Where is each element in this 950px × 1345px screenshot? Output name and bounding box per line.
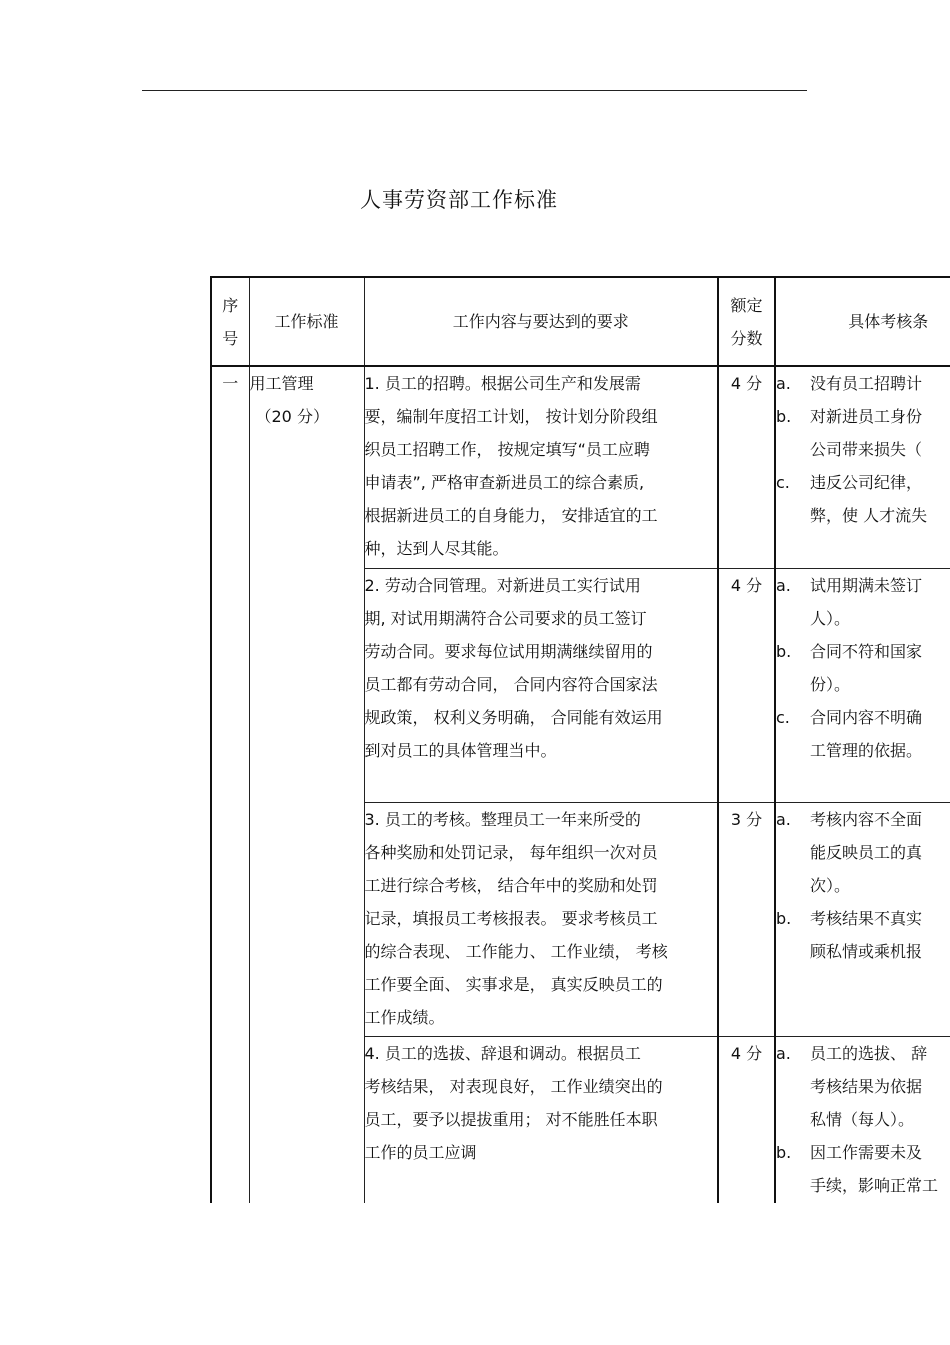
criteria-text: 考核结果不真实	[810, 908, 923, 928]
section-standard	[249, 366, 364, 1203]
criteria-text: 弊，使 人才流失	[810, 506, 928, 525]
requirement-line: 2. 劳动合同管理。对新进员工实行试用	[364, 575, 641, 595]
table-row	[211, 366, 950, 568]
criteria-text: 因工作需要未及	[810, 1142, 923, 1162]
score-cell: 4 分	[718, 568, 775, 802]
requirement-line: 员工，要予以提拔重用； 对不能胜任本职	[364, 1109, 658, 1129]
criteria-text: 公司带来损失（	[810, 440, 923, 459]
requirement-line: 规政策， 权利义务明确， 合同能有效运用	[364, 707, 663, 727]
requirement-line: 工作成绩。	[364, 1007, 445, 1027]
table-header-row	[211, 277, 950, 366]
criteria-cell	[775, 366, 950, 568]
criteria-text: 工管理的依据。	[810, 740, 923, 760]
requirement-cell	[364, 802, 718, 1036]
criteria-item	[776, 803, 950, 836]
header-criteria: 具体考核条	[775, 277, 950, 366]
requirement-line: 劳动合同。要求每位试用期满继续留用的	[364, 641, 653, 661]
header-score-line: 分数	[730, 328, 763, 348]
requirement-cell	[364, 568, 718, 802]
criteria-marker: a.	[776, 575, 791, 595]
criteria-marker: b.	[776, 908, 792, 928]
requirement-line: 的综合表现、 工作能力、 工作业绩， 考核	[364, 941, 668, 961]
requirement-line: 4. 员工的选拔、辞退和调动。根据员工	[364, 1043, 641, 1063]
requirement-line: 要，编制年度招工计划， 按计划分阶段组	[364, 407, 658, 426]
criteria-marker: c.	[776, 473, 790, 492]
criteria-marker: a.	[776, 374, 791, 393]
standards-table-viewport	[210, 276, 950, 1203]
requirement-line: 申请表”, 严格审查新进员工的综合素质,	[364, 473, 645, 492]
score-cell: 3 分	[718, 802, 775, 1036]
criteria-marker: b.	[776, 1142, 792, 1162]
standard-name: 用工管理	[249, 374, 314, 393]
document-title: 人事劳资部工作标准	[360, 188, 558, 212]
requirement-line: 织员工招聘工作， 按规定填写“员工应聘	[364, 440, 650, 459]
requirement-line: 工作要全面、 实事求是， 真实反映员工的	[364, 974, 663, 994]
criteria-text: 没有员工招聘计	[810, 374, 923, 393]
criteria-text: 合同内容不明确	[810, 707, 923, 727]
header-score	[718, 277, 775, 366]
requirement-line: 工作的员工应调	[364, 1142, 477, 1162]
requirement-cell	[364, 366, 718, 568]
criteria-item	[776, 466, 950, 499]
criteria-text: 员工的选拔、 辞	[810, 1043, 928, 1063]
header-rule	[142, 90, 807, 91]
standards-table	[210, 276, 950, 1203]
criteria-text: 考核内容不全面	[810, 809, 923, 829]
requirement-line: 考核结果， 对表现良好， 工作业绩突出的	[364, 1076, 663, 1096]
header-seq-line: 序	[222, 295, 239, 315]
standard-points: （20 分）	[255, 407, 329, 426]
criteria-item	[776, 635, 950, 668]
criteria-text: 人）。	[810, 608, 851, 628]
criteria-item	[776, 569, 950, 602]
requirement-line: 期, 对试用期满符合公司要求的员工签订	[364, 608, 647, 628]
criteria-item	[776, 902, 950, 935]
criteria-text: 次）。	[810, 875, 851, 895]
criteria-cell	[775, 802, 950, 1036]
requirement-line: 到对员工的具体管理当中。	[364, 740, 557, 760]
requirement-line: 根据新进员工的自身能力， 安排适宜的工	[364, 506, 658, 525]
header-standard: 工作标准	[249, 277, 364, 366]
criteria-text: 顾私情或乘机报	[810, 941, 923, 961]
section-seq: 一	[211, 366, 249, 1203]
score-cell: 4 分	[718, 1036, 775, 1203]
criteria-item	[776, 1037, 950, 1070]
criteria-marker: a.	[776, 809, 791, 829]
criteria-text: 能反映员工的真	[810, 842, 923, 862]
requirement-line: 各种奖励和处罚记录， 每年组织一次对员	[364, 842, 658, 862]
criteria-item	[776, 1136, 950, 1169]
criteria-text: 违反公司纪律，	[810, 473, 923, 492]
criteria-text: 对新进员工身份	[810, 407, 923, 426]
requirement-line: 3. 员工的考核。整理员工一年来所受的	[364, 809, 641, 829]
criteria-item	[776, 367, 950, 400]
criteria-marker: b.	[776, 641, 792, 661]
criteria-text: 考核结果为依据	[810, 1076, 923, 1096]
requirement-cell	[364, 1036, 718, 1203]
header-seq	[211, 277, 249, 366]
criteria-cell	[775, 568, 950, 802]
requirement-line: 1. 员工的招聘。根据公司生产和发展需	[364, 374, 641, 393]
criteria-text: 份）。	[810, 674, 851, 694]
requirement-line: 种，达到人尽其能。	[364, 539, 509, 558]
criteria-marker: a.	[776, 1043, 791, 1063]
criteria-text: 私情（每人）。	[810, 1109, 915, 1129]
criteria-marker: c.	[776, 707, 790, 727]
criteria-text: 手续，影响正常工	[810, 1175, 939, 1195]
header-score-line: 额定	[730, 295, 763, 315]
requirement-line: 员工都有劳动合同， 合同内容符合国家法	[364, 674, 658, 694]
requirement-line: 记录，填报员工考核报表。 要求考核员工	[364, 908, 658, 928]
requirement-line: 工进行综合考核， 结合年中的奖励和处罚	[364, 875, 658, 895]
criteria-marker: b.	[776, 407, 792, 426]
criteria-text: 合同不符和国家	[810, 641, 923, 661]
score-cell: 4 分	[718, 366, 775, 568]
criteria-item	[776, 400, 950, 433]
criteria-cell	[775, 1036, 950, 1203]
criteria-text: 试用期满未签订	[810, 575, 923, 595]
criteria-item	[776, 701, 950, 734]
header-seq-line: 号	[222, 328, 239, 348]
header-content: 工作内容与要达到的要求	[364, 277, 718, 366]
